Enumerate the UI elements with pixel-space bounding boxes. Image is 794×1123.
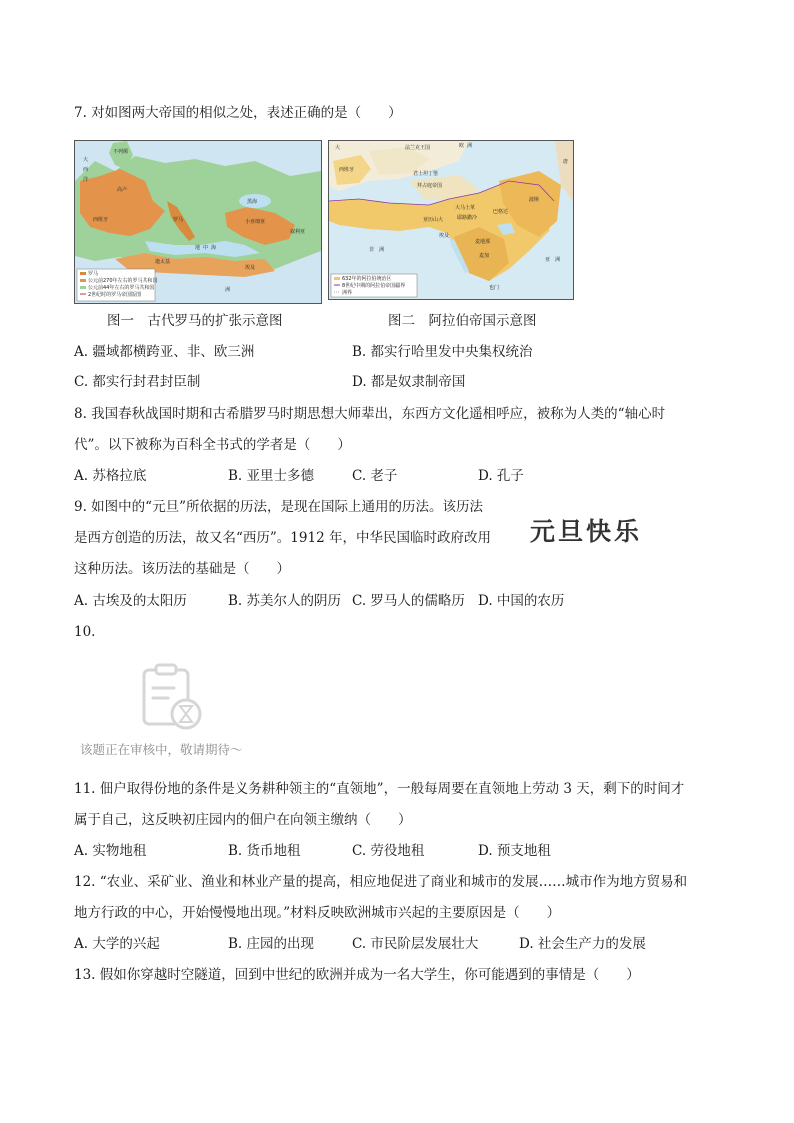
arab-label-alexandria: 亚历山大 [423,217,444,223]
arab-label-mecca: 麦加 [479,253,490,259]
arab-label-africa-1: 非 [369,247,375,253]
q7-stem: 7. 对如图两大帝国的相似之处，表述正确的是（ ） [74,105,402,121]
q8-option-b[interactable]: B. 亚里士多德 [228,468,315,484]
new-year-image [530,514,722,550]
arab-label-tang: 唐 [563,159,569,165]
q12-option-d[interactable]: D. 社会生产力的发展 [519,936,646,952]
q11-option-b[interactable]: B. 货币地租 [228,843,301,859]
q11-option-d[interactable]: D. 预支地租 [478,843,551,859]
q8-option-c[interactable]: C. 老子 [352,468,398,484]
q9-line-3: 这种历法。该历法的基础是（ ） [74,561,290,577]
arab-label-medina: 麦地那 [475,239,491,245]
rome-legend-3: 公元前44年左右的罗马共和国 [88,285,155,291]
review-pending-text: 该题正在审核中，敬请期待～ [80,742,243,757]
q12-line-2: 地方行政的中心，开始慢慢地出现。”材料反映欧洲城市兴起的主要原因是（ ） [74,905,561,921]
q11-line-1: 11. 佃户取得份地的条件是义务耕种领主的“直领地”，一般每周要在直领地上劳动 3 天，剩下的时间才 [74,781,685,797]
rome-legend-2: 公元前270年左右的罗马共和国 [88,278,158,284]
rome-label-spain: 西班牙 [93,217,109,223]
arab-label-europe-2: 洲 [467,143,473,149]
q11-option-a[interactable]: A. 实物地租 [74,843,147,859]
q7-option-b[interactable]: B. 都实行哈里发中央集权统治 [352,344,533,360]
rome-label-ocean-3: 洋 [83,177,89,183]
arab-label-asia-1: 亚 [545,257,551,263]
rome-label-rome: 罗马 [173,217,184,223]
rome-label-black-sea: 黑海 [247,199,258,205]
q9-line-2: 是西方创造的历法，故又名“西历”。1912 年，中华民国临时政府改用 [74,530,491,546]
q8-line-2: 代”。以下被称为百科全书式的学者是（ ） [74,437,351,453]
rome-label-asia-minor: 小亚细亚 [245,219,266,225]
arab-label-asia-2: 洲 [555,257,561,263]
rome-label-med-3: 海 [211,245,217,251]
q8-line-1: 8. 我国春秋战国时期和古希腊罗马时期思想大师辈出，东西方文化遥相呼应，被称为人类的“轴心时 [74,406,666,422]
rome-label-med-1: 地 [195,245,201,251]
q8-option-a[interactable]: A. 苏格拉底 [74,468,147,484]
q10-number: 10. [74,624,96,640]
q9-option-b[interactable]: B. 苏美尔人的阴历 [228,593,342,609]
q12-option-b[interactable]: B. 庄园的出现 [228,936,315,952]
rome-label-ocean-2: 西 [83,167,89,173]
rome-label-britain: 不列颠 [113,149,129,155]
arab-label-byzantine: 拜占庭帝国 [417,183,443,189]
arab-label-ocean: 大 [335,145,341,151]
rome-expansion-map [74,140,322,304]
q9-option-a[interactable]: A. 古埃及的太阳历 [74,593,187,609]
arab-label-baghdad: 巴格达 [493,209,509,215]
arab-label-europe-1: 欧 [459,143,465,149]
arab-label-persia: 波斯 [529,197,540,203]
arab-label-africa-2: 洲 [379,247,385,253]
q7-option-c[interactable]: C. 都实行封君封臣制 [74,374,201,390]
arab-label-frankish: 法兰克王国 [405,145,431,151]
rome-label-egypt: 埃及 [245,265,256,271]
q9-option-d[interactable]: D. 中国的农历 [478,593,565,609]
q12-option-c[interactable]: C. 市民阶层发展壮大 [352,936,479,952]
rome-label-gaul: 高卢 [117,187,128,193]
arab-legend-1: 632年的阿拉伯统治区 [342,276,392,282]
rome-map-caption: 图一 古代罗马的扩张示意图 [107,313,283,329]
rome-label-continent: 洲 [225,287,231,293]
arab-label-constantinople: 君士坦丁堡 [413,171,439,177]
q9-line-1: 9. 如图中的“元旦”所依据的历法，是现在国际上通用的历法。该历法 [74,499,483,515]
arab-legend-2: 8世纪中期的阿拉伯帝国疆界 [342,283,406,289]
q13-line-1: 13. 假如你穿越时空隧道，回到中世纪的欧洲并成为一名大学生，你可能遇到的事情是（ ） [74,967,640,983]
arab-map-caption: 图二 阿拉伯帝国示意图 [388,313,537,329]
q7-option-d[interactable]: D. 都是奴隶制帝国 [352,374,466,390]
rome-label-carthage: 迦太基 [155,259,171,265]
rome-label-med-2: 中 [203,245,209,251]
arab-label-damascus: 大马士革 [455,205,476,211]
rome-label-syria: 叙利亚 [290,229,306,235]
arab-legend-3: 洲界 [342,290,353,296]
q8-option-d[interactable]: D. 孔子 [478,468,524,484]
arab-empire-map [328,140,574,300]
q11-option-c[interactable]: C. 劳役地租 [352,843,425,859]
q9-option-c[interactable]: C. 罗马人的儒略历 [352,593,465,609]
rome-label-ocean-1: 大 [83,157,89,163]
q12-option-a[interactable]: A. 大学的兴起 [74,936,160,952]
arab-label-spain: 西班牙 [339,167,355,173]
arab-label-egypt: 埃及 [439,233,450,239]
q12-line-1: 12. “农业、采矿业、渔业和林业产量的提高，相应地促进了商业和城市的发展……城市作为地方贸易和 [74,874,688,890]
rome-legend-4: 2世纪时的罗马帝国版图 [88,292,142,298]
review-pending-icon [136,662,208,730]
q11-line-2: 属于自己，这反映初庄园内的佃户在向领主缴纳（ ） [74,812,412,828]
q7-option-a[interactable]: A. 疆域都横跨亚、非、欧三洲 [74,344,255,360]
rome-legend-1: 罗马 [88,271,99,277]
arab-label-yemen: 也门 [489,285,500,291]
new-year-image-text: 元旦快乐 [530,517,643,546]
arab-label-jerusalem: 耶路撒冷 [457,215,478,221]
